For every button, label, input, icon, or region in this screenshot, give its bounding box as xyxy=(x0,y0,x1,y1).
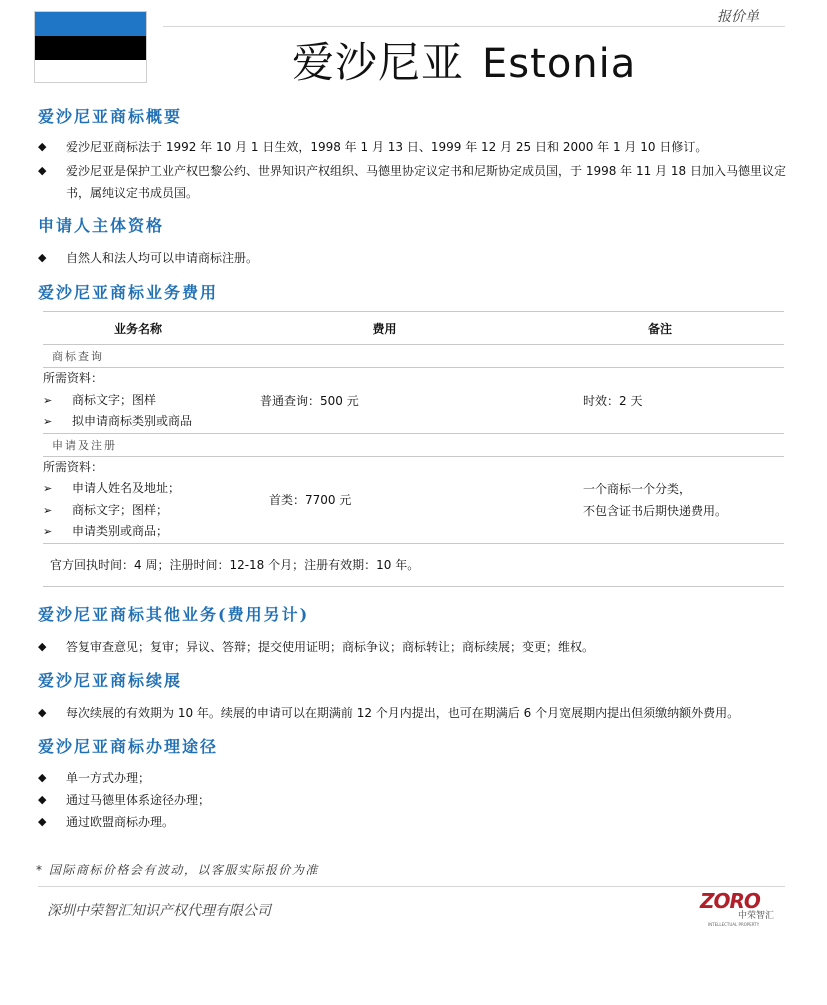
materials-cell xyxy=(43,456,233,543)
section-label-search: 商标查询 xyxy=(43,345,784,368)
fees-footer-row xyxy=(43,543,784,586)
materials-label: 所需资料： xyxy=(43,459,104,474)
bullet-diamond-icon: ◆ xyxy=(38,793,47,806)
notes-cell xyxy=(536,456,784,543)
fees-table xyxy=(43,311,784,587)
section-heading-overview: 爱沙尼亚商标概要 xyxy=(38,107,183,126)
table-section-row xyxy=(43,345,784,368)
section-heading-fees: 爱沙尼亚商标业务费用 xyxy=(38,283,219,302)
footer-divider xyxy=(38,886,785,887)
doc-type-label: 报价单 xyxy=(717,9,759,25)
company-name: 深圳中荣智汇知识产权代理有限公司 xyxy=(47,903,271,919)
bullet-diamond-icon: ◆ xyxy=(38,164,47,177)
table-row xyxy=(43,456,784,543)
fees-footer-text: 官方回执时间：4 周；注册时间：12-18 个月；注册有效期：10 年。 xyxy=(43,543,784,586)
bullet-diamond-icon: ◆ xyxy=(38,140,47,153)
section-heading-renewal: 爱沙尼亚商标续展 xyxy=(38,671,183,690)
section-heading-other: 爱沙尼亚商标其他业务(费用另计) xyxy=(38,605,310,624)
page-title-en: Estonia xyxy=(482,41,637,87)
arrow-bullet-icon: ➢ xyxy=(43,525,53,538)
flag-black-stripe xyxy=(35,36,146,60)
arrow-bullet-icon: ➢ xyxy=(43,503,53,517)
list-item: ➢ 申请类别或商品； xyxy=(43,521,233,543)
materials-label: 所需资料： xyxy=(43,371,104,385)
arrow-bullet-icon: ➢ xyxy=(43,415,53,428)
note-line: 不包含证书后期快递费用。 xyxy=(583,503,728,518)
fee-cell: 首类：7700 元 xyxy=(233,456,536,543)
header-divider xyxy=(163,26,785,27)
list-item: ➢ 商标文字；图样 xyxy=(43,390,233,412)
bullet-diamond-icon: ◆ xyxy=(38,640,47,653)
section-heading-routes: 爱沙尼亚商标办理途径 xyxy=(38,737,219,756)
flag-blue-stripe xyxy=(35,12,146,36)
section-heading-eligibility: 申请人主体资格 xyxy=(38,216,165,235)
list-item: ➢ 申请人姓名及地址； xyxy=(43,478,233,500)
col-header-service: 业务名称 xyxy=(43,312,233,345)
flag-white-stripe xyxy=(35,60,146,82)
arrow-bullet-icon: ➢ xyxy=(43,482,53,495)
table-section-row xyxy=(43,433,784,456)
list-item: ➢ 商标文字；图样； xyxy=(43,500,233,522)
logo-sub: INTELLECTUAL PROPERTY xyxy=(708,922,760,927)
list-item: ➢ 拟申请商标类别或商品 xyxy=(43,411,233,433)
table-row xyxy=(43,368,784,434)
fee-cell: 普通查询：500 元 xyxy=(233,368,536,434)
note-line: 一个商标一个分类， xyxy=(583,481,692,496)
bullet-diamond-icon: ◆ xyxy=(38,815,47,828)
logo-wordmark: ZORO xyxy=(700,889,760,913)
bullet-diamond-icon: ◆ xyxy=(38,251,47,264)
materials-cell xyxy=(43,368,233,434)
col-header-fee: 费用 xyxy=(233,312,536,345)
col-header-notes: 备注 xyxy=(536,312,784,345)
notes-cell xyxy=(536,368,784,434)
section-label-register: 申请及注册 xyxy=(43,433,784,456)
page-title-cn: 爱沙尼亚 xyxy=(292,38,465,87)
fees-table-header xyxy=(43,312,784,345)
price-disclaimer: * 国际商标价格会有波动，以客服实际报价为准 xyxy=(36,863,319,877)
note-line: 时效：2 天 xyxy=(583,393,643,408)
bullet-diamond-icon: ◆ xyxy=(38,706,47,719)
company-logo xyxy=(698,891,782,927)
page-title xyxy=(292,30,636,90)
logo-cn: 中荣智汇 xyxy=(737,911,774,921)
estonia-flag xyxy=(34,11,147,83)
arrow-bullet-icon: ➢ xyxy=(43,393,53,407)
bullet-diamond-icon: ◆ xyxy=(38,771,47,784)
